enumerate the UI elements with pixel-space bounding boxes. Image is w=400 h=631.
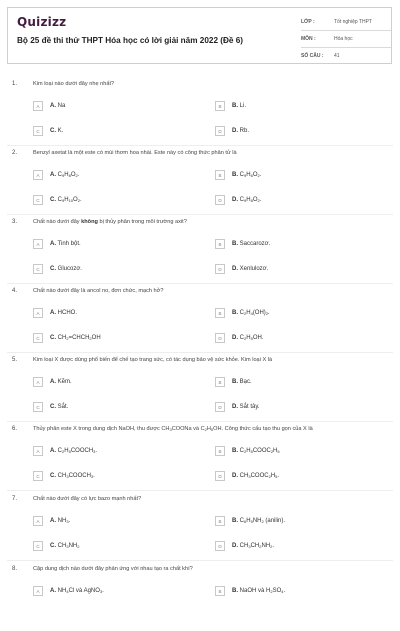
answer-option-b[interactable] bbox=[215, 236, 387, 252]
meta-row-count bbox=[301, 48, 391, 64]
option-text: A. $C_2H_5COOCH_3$. bbox=[50, 448, 98, 454]
question-number: 1. bbox=[12, 81, 18, 87]
option-text: D. $C_9H_8O_2$. bbox=[232, 197, 262, 203]
option-text: A. Na bbox=[50, 103, 66, 109]
option-text: B. $C_2H_4(OH)_2$. bbox=[232, 310, 270, 316]
answer-option-b[interactable] bbox=[215, 374, 387, 390]
option-text: A. Kẽm. bbox=[50, 379, 72, 385]
option-letter-box: D bbox=[215, 195, 225, 205]
option-letter-box: C bbox=[33, 195, 43, 205]
option-letter-box: B bbox=[215, 586, 225, 596]
question-divider bbox=[7, 352, 393, 353]
meta-row-subject bbox=[301, 31, 391, 48]
option-text: B. NaOH và $H_2SO_4$. bbox=[232, 588, 286, 594]
option-text: C. $C_9H_{10}O_2$. bbox=[50, 197, 82, 203]
option-text: D. $CH_3CH_2NH_2$. bbox=[232, 543, 275, 549]
option-letter-box: B bbox=[215, 101, 225, 111]
question-divider bbox=[7, 145, 393, 146]
option-text: C. $CH_2=CHCH_2OH$ bbox=[50, 335, 101, 341]
meta-value: 41 bbox=[334, 53, 340, 59]
worksheet-header bbox=[7, 7, 392, 64]
question-text: Benzyl axetat là một este có mùi thơm hoa nhài. Este này có công thức phân tử là bbox=[33, 150, 237, 156]
question-text: Cặp dung dịch nào dưới đây phản ứng với nhau tạo ra chất khí? bbox=[33, 566, 193, 572]
answer-option-b[interactable] bbox=[215, 443, 387, 459]
answer-option-a[interactable] bbox=[33, 443, 205, 459]
answer-option-d[interactable] bbox=[215, 399, 387, 415]
option-text: B. Saccarozơ. bbox=[232, 241, 271, 247]
question-number: 4. bbox=[12, 288, 18, 294]
answer-options bbox=[33, 583, 383, 631]
option-text: D. Sắt tây. bbox=[232, 404, 260, 410]
option-text: A. $NH_4Cl$ và AgNO$_3$. bbox=[50, 588, 104, 594]
option-text: D. Rb. bbox=[232, 128, 250, 134]
option-letter-box: C bbox=[33, 333, 43, 343]
question-number: 6. bbox=[12, 426, 18, 432]
option-letter-box: A bbox=[33, 377, 43, 387]
option-text: C. K. bbox=[50, 128, 64, 134]
answer-option-d[interactable] bbox=[215, 538, 387, 554]
option-letter-box: B bbox=[215, 170, 225, 180]
question-divider bbox=[7, 490, 393, 491]
question-text: Kim loại X được dùng phổ biến để chế tạo trang sức, có tác dụng bảo vệ sức khỏe. Kim loại X là bbox=[33, 357, 273, 363]
question-text: Chất nào dưới đây không bị thủy phân trong môi trường axit? bbox=[33, 219, 187, 225]
answer-option-b[interactable] bbox=[215, 167, 387, 183]
option-letter-box: A bbox=[33, 239, 43, 249]
meta-label: MÔN : bbox=[301, 36, 316, 42]
answer-options bbox=[33, 443, 383, 491]
option-letter-box: D bbox=[215, 471, 225, 481]
option-letter-box: A bbox=[33, 586, 43, 596]
answer-option-b[interactable] bbox=[215, 305, 387, 321]
answer-option-a[interactable] bbox=[33, 98, 205, 114]
option-text: C. Glucozơ. bbox=[50, 266, 82, 272]
option-letter-box: C bbox=[33, 541, 43, 551]
option-letter-box: D bbox=[215, 402, 225, 412]
option-letter-box: C bbox=[33, 471, 43, 481]
option-letter-box: D bbox=[215, 541, 225, 551]
option-letter-box: D bbox=[215, 333, 225, 343]
option-text: D. $CH_3COOC_2H_5$. bbox=[232, 473, 280, 479]
question-text: Chất nào dưới đây là ancol no, đơn chức, mạch hở? bbox=[33, 288, 164, 294]
option-text: C. Sắt. bbox=[50, 404, 69, 410]
option-text: C. $CH_3NH_2$ bbox=[50, 543, 80, 549]
option-letter-box: B bbox=[215, 308, 225, 318]
option-letter-box: A bbox=[33, 101, 43, 111]
answer-option-c[interactable] bbox=[33, 123, 205, 139]
answer-option-c[interactable] bbox=[33, 261, 205, 277]
option-text: D. $C_2H_5OH$. bbox=[232, 335, 264, 341]
option-letter-box: B bbox=[215, 516, 225, 526]
answer-options bbox=[33, 167, 383, 215]
option-text: B. $C_9H_6O_2$. bbox=[232, 172, 262, 178]
meta-value: Tốt nghiệp THPT bbox=[334, 19, 372, 25]
option-text: B. Bạc. bbox=[232, 379, 252, 385]
question-number: 3. bbox=[12, 219, 18, 225]
option-letter-box: A bbox=[33, 170, 43, 180]
option-letter-box: C bbox=[33, 402, 43, 412]
page-title: Bộ 25 đề thi thử THPT Hóa học có lời giải năm 2022 (Đề 6) bbox=[17, 36, 244, 45]
question-number: 8. bbox=[12, 566, 18, 572]
option-text: B. $C_2H_5COOC_2H_5$ bbox=[232, 448, 280, 454]
question-divider bbox=[7, 283, 393, 284]
answer-option-c[interactable] bbox=[33, 192, 205, 208]
meta-label: SỐ CÂU : bbox=[301, 53, 324, 59]
option-letter-box: D bbox=[215, 126, 225, 136]
answer-option-c[interactable] bbox=[33, 330, 205, 346]
answer-option-a[interactable] bbox=[33, 305, 205, 321]
option-letter-box: A bbox=[33, 516, 43, 526]
answer-options bbox=[33, 98, 383, 146]
question-divider bbox=[7, 560, 393, 561]
meta-row-class bbox=[301, 14, 391, 31]
answer-options bbox=[33, 374, 383, 422]
question-text: Chất nào dưới đây có lực bazo mạnh nhất? bbox=[33, 496, 142, 502]
answer-option-c[interactable] bbox=[33, 538, 205, 554]
option-letter-box: D bbox=[215, 264, 225, 274]
meta-label: LỚP : bbox=[301, 19, 315, 25]
option-text: B. Li. bbox=[232, 103, 247, 109]
question-number: 2. bbox=[12, 150, 18, 156]
answer-option-a[interactable] bbox=[33, 513, 205, 529]
option-letter-box: A bbox=[33, 446, 43, 456]
answer-option-d[interactable] bbox=[215, 123, 387, 139]
question-number: 7. bbox=[12, 496, 18, 502]
answer-option-b[interactable] bbox=[215, 513, 387, 529]
meta-table bbox=[301, 14, 391, 64]
answer-option-a[interactable] bbox=[33, 167, 205, 183]
option-letter-box: A bbox=[33, 308, 43, 318]
option-text: A. $NH_3$. bbox=[50, 518, 71, 524]
answer-option-a[interactable] bbox=[33, 236, 205, 252]
question-divider bbox=[7, 421, 393, 422]
answer-option-a[interactable] bbox=[33, 583, 205, 599]
question-text: Kim loại nào dưới đây nhẹ nhất? bbox=[33, 81, 115, 87]
answer-option-b[interactable] bbox=[215, 98, 387, 114]
option-letter-box: B bbox=[215, 377, 225, 387]
option-text: B. $C_6H_5NH_2$ (anilin). bbox=[232, 518, 286, 524]
answer-option-c[interactable] bbox=[33, 468, 205, 484]
option-letter-box: B bbox=[215, 446, 225, 456]
option-text: D. Xenlulozơ. bbox=[232, 266, 269, 272]
option-letter-box: C bbox=[33, 264, 43, 274]
question-text: Thủy phân este X trong dung dịch NaOH, thu được $CH_3COONa$ và $C_2H_5OH$. Công thức cấu tạo thu gọn của X là bbox=[33, 426, 313, 432]
answer-option-b[interactable] bbox=[215, 583, 387, 599]
answer-options bbox=[33, 236, 383, 284]
answer-options bbox=[33, 513, 383, 561]
answer-option-c[interactable] bbox=[33, 399, 205, 415]
question-number: 5. bbox=[12, 357, 18, 363]
option-text: C. $CH_3COOCH_3$. bbox=[50, 473, 95, 479]
quizizz-logo: Quizizz bbox=[17, 15, 67, 29]
question-divider bbox=[7, 214, 393, 215]
option-letter-box: C bbox=[33, 126, 43, 136]
answer-option-d[interactable] bbox=[215, 468, 387, 484]
meta-value: Hóa học bbox=[334, 36, 353, 42]
answer-option-d[interactable] bbox=[215, 261, 387, 277]
option-letter-box: B bbox=[215, 239, 225, 249]
answer-option-d[interactable] bbox=[215, 330, 387, 346]
option-text: A. $C_9H_8O_2$. bbox=[50, 172, 80, 178]
answer-options bbox=[33, 305, 383, 353]
answer-option-d[interactable] bbox=[215, 192, 387, 208]
option-text: A. Tinh bột. bbox=[50, 241, 81, 247]
answer-option-a[interactable] bbox=[33, 374, 205, 390]
option-text: A. HCHO. bbox=[50, 310, 77, 316]
